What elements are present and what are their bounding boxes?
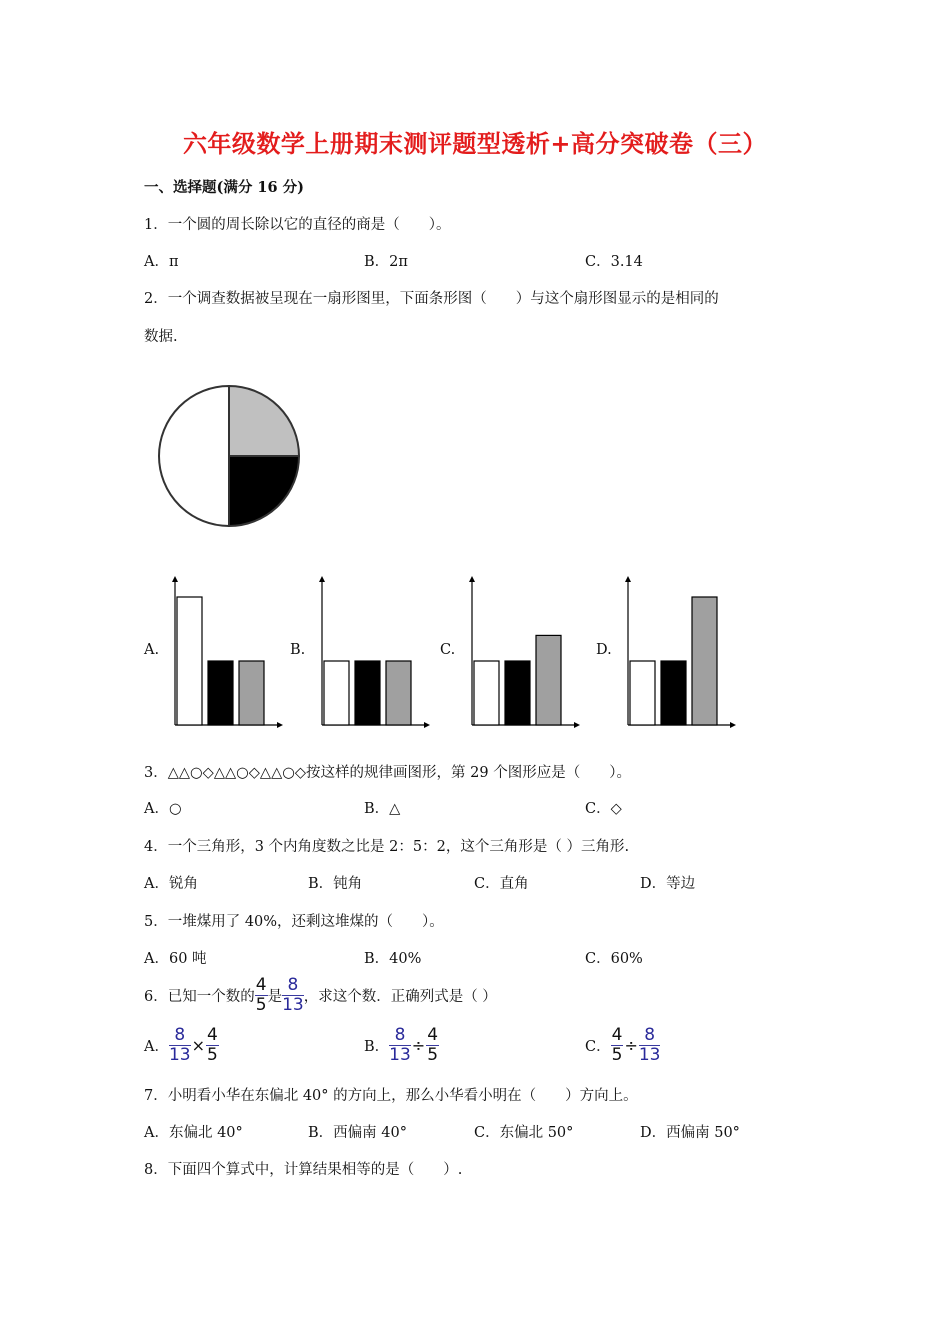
q5-option-a[interactable]: A．60 吨 — [144, 951, 207, 967]
q4-option-c[interactable]: C．直角 — [474, 876, 529, 892]
bar-3 — [692, 597, 717, 725]
question-6: 6．已知一个数的 $\frac{4}{5}$ 是 $\frac{8}{13}$ ，求这个数．正确列式是（ ） — [144, 975, 497, 1015]
q3-option-c[interactable]: C．◇ — [585, 801, 622, 817]
bar-1 — [474, 661, 499, 725]
bar-1 — [177, 597, 202, 725]
question-5: 5．一堆煤用了 40%，还剩这堆煤的（ ）。 — [144, 914, 444, 930]
page-title: 六年级数学上册期末测评题型透析+高分突破卷（三） — [182, 129, 768, 158]
q1-option-a[interactable]: A．π — [144, 254, 179, 270]
bar-3 — [386, 661, 411, 725]
q1-option-c[interactable]: C．3.14 — [585, 254, 643, 270]
q3-option-b[interactable]: B．△ — [364, 801, 401, 817]
fraction-8-13: $\frac{8}{13}$ — [282, 975, 304, 1015]
q5-option-b[interactable]: B．40% — [364, 951, 422, 967]
question-2-cont: 数据. — [144, 329, 178, 345]
question-2: 2．一个调查数据被呈现在一扇形图里，下面条形图（ ）与这个扇形图显示的是相同的 — [144, 291, 719, 307]
x-axis-arrow — [574, 722, 580, 728]
pie-slice-1 — [229, 386, 299, 456]
q7-option-a[interactable]: A．东偏北 40° — [144, 1125, 243, 1141]
bar-1 — [324, 661, 349, 725]
question-3: 3．△△○◇△△○◇△△○◇按这样的规律画图形，第 29 个图形应是（ ）。 — [144, 765, 631, 781]
bar-1 — [630, 661, 655, 725]
x-axis-arrow — [277, 722, 283, 728]
q6-option-b[interactable]: B． $\frac{8}{13}$ ÷ $\frac{4}{5}$ — [364, 1025, 439, 1065]
q3-option-a[interactable]: A．○ — [144, 801, 182, 817]
bar-3 — [536, 635, 561, 725]
q5-option-c[interactable]: C．60% — [585, 951, 643, 967]
bar-2 — [661, 661, 686, 725]
q4-option-a[interactable]: A．锐角 — [144, 876, 198, 892]
pie-slice-2 — [229, 456, 299, 526]
question-4: 4．一个三角形，3 个内角度数之比是 2：5：2，这个三角形是（ ）三角形. — [144, 839, 630, 855]
y-axis-arrow — [469, 576, 475, 582]
bar-chart-b — [312, 570, 437, 735]
bar-2 — [208, 661, 233, 725]
bar-3 — [239, 661, 264, 725]
pie-chart — [150, 380, 310, 535]
q7-option-c[interactable]: C．东偏北 50° — [474, 1125, 574, 1141]
q2-option-d[interactable]: D. — [596, 642, 612, 658]
q7-option-b[interactable]: B．西偏南 40° — [308, 1125, 407, 1141]
x-axis-arrow — [424, 722, 430, 728]
bar-chart-c — [462, 570, 587, 735]
q2-option-c[interactable]: C. — [440, 642, 456, 658]
pie-slice-0 — [159, 386, 229, 526]
q6-option-c[interactable]: C． $\frac{4}{5}$ ÷ $\frac{8}{13}$ — [585, 1025, 661, 1065]
bar-chart-a — [165, 570, 290, 735]
q2-option-a[interactable]: A. — [144, 642, 160, 658]
q4-option-b[interactable]: B．钝角 — [308, 876, 363, 892]
bar-2 — [355, 661, 380, 725]
y-axis-arrow — [625, 576, 631, 582]
bar-2 — [505, 661, 530, 725]
q1-option-b[interactable]: B．2π — [364, 254, 408, 270]
question-7: 7．小明看小华在东偏北 40° 的方向上，那么小华看小明在（ ）方向上。 — [144, 1088, 638, 1104]
question-1: 1．一个圆的周长除以它的直径的商是（ ）。 — [144, 217, 451, 233]
q2-option-b[interactable]: B. — [290, 642, 306, 658]
fraction-4-5: $\frac{4}{5}$ — [255, 975, 267, 1015]
y-axis-arrow — [172, 576, 178, 582]
q7-option-d[interactable]: D．西偏南 50° — [640, 1125, 740, 1141]
bar-chart-d — [618, 570, 743, 735]
q6-option-a[interactable]: A． $\frac{8}{13}$ × $\frac{4}{5}$ — [144, 1025, 218, 1065]
x-axis-arrow — [730, 722, 736, 728]
y-axis-arrow — [319, 576, 325, 582]
q4-option-d[interactable]: D．等边 — [640, 876, 696, 892]
question-8: 8．下面四个算式中，计算结果相等的是（ ）. — [144, 1162, 463, 1178]
section-heading: 一、选择题(满分 16 分) — [144, 179, 304, 196]
